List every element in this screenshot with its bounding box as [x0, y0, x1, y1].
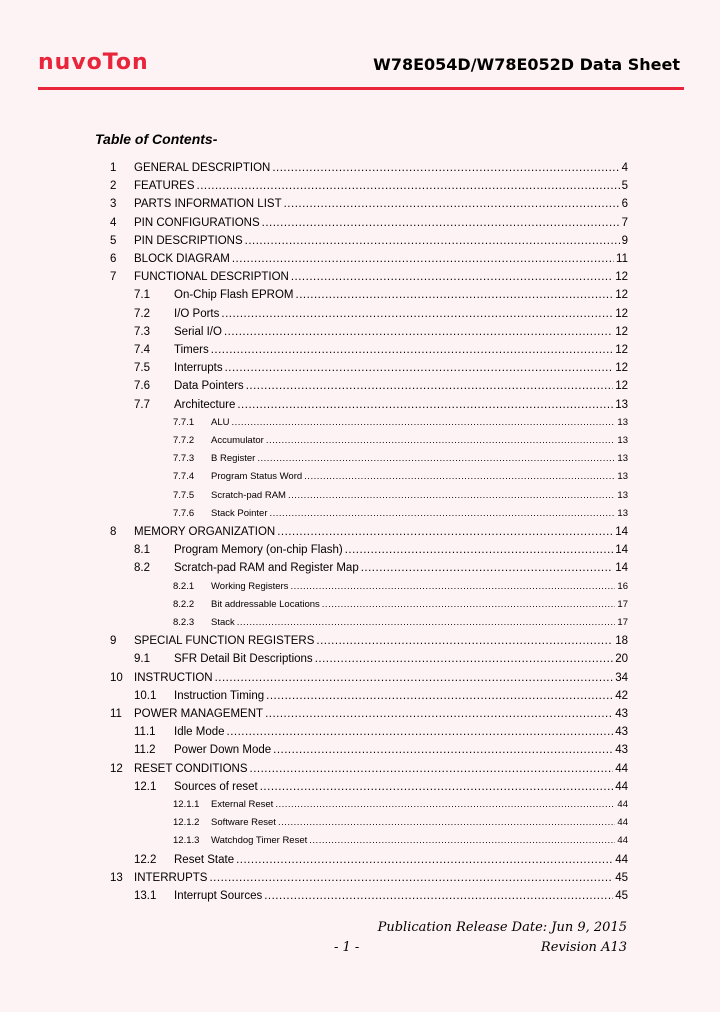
toc-entry-page: 11 — [616, 253, 628, 265]
toc-leader-dots — [245, 235, 620, 247]
toc-entry-page: 12 — [615, 362, 628, 375]
toc-entry-page: 13 — [617, 416, 628, 428]
publication-release-date: Publication Release Date: Jun 9, 2015 — [377, 920, 627, 935]
toc-entry-page: 17 — [617, 617, 628, 628]
toc-entry[interactable] — [110, 581, 628, 592]
toc-entry-label: PIN CONFIGURATIONS — [134, 216, 260, 229]
toc-entry[interactable] — [110, 872, 628, 884]
toc-entry[interactable] — [110, 198, 628, 210]
toc-leader-dots — [224, 326, 613, 338]
toc-leader-dots — [227, 726, 614, 738]
toc-entry-label: I/O Ports — [174, 307, 220, 320]
toc-entry-label: PARTS INFORMATION LIST — [134, 198, 282, 211]
toc-leader-dots — [284, 198, 620, 210]
toc-entry-page: 7 — [621, 216, 628, 229]
toc-entry-label: Reset State — [174, 853, 235, 866]
toc-entry-number: 7.6 — [134, 380, 150, 393]
toc-entry-number: 7.2 — [134, 307, 150, 320]
toc-entry-page: 45 — [615, 871, 628, 884]
toc-heading: Table of Contents- — [95, 131, 218, 147]
toc-leader-dots — [278, 817, 615, 828]
toc-leader-dots — [215, 672, 614, 684]
toc-leader-dots — [322, 599, 616, 610]
toc-entry-number: 13.1 — [134, 890, 157, 902]
toc-entry-number: 12 — [110, 762, 123, 775]
toc-entry-label: FUNCTIONAL DESCRIPTION — [134, 271, 289, 284]
toc-entry-number: 10 — [110, 671, 123, 684]
toc-entry-number: 12.2 — [134, 853, 157, 866]
toc-entry-label: Power Down Mode — [174, 744, 272, 757]
toc-entry-label: SPECIAL FUNCTION REGISTERS — [134, 635, 315, 648]
toc-entry-number: 8.2.1 — [173, 580, 195, 592]
toc-entry-number: 12.1 — [134, 780, 157, 793]
toc-entry-number: 7.7.4 — [173, 471, 195, 483]
toc-entry-label: SFR Detail Bit Descriptions — [174, 653, 313, 666]
toc-entry-number: 12.1.2 — [173, 817, 200, 829]
toc-entry-label: Accumulator — [211, 435, 264, 446]
toc-leader-dots — [237, 399, 613, 411]
toc-entry-label: FEATURES — [134, 180, 195, 193]
toc-entry[interactable] — [110, 344, 628, 356]
toc-entry-number: 8.2.3 — [173, 617, 195, 628]
toc-entry-number: 7.7.5 — [173, 489, 195, 501]
toc-entry-page: 12 — [615, 325, 628, 338]
toc-entry[interactable] — [110, 726, 628, 738]
toc-leader-dots — [246, 380, 614, 392]
toc-entry-label: Scratch-pad RAM — [211, 489, 286, 501]
toc-leader-dots — [197, 180, 620, 192]
toc-entry[interactable] — [110, 744, 628, 756]
toc-leader-dots — [304, 471, 615, 482]
toc-entry-label: Stack Pointer — [211, 507, 268, 519]
toc-entry-label: Stack — [211, 617, 235, 628]
toc-leader-dots — [275, 799, 615, 810]
toc-entry-page: 5 — [621, 180, 628, 193]
toc-entry-page: 12 — [615, 271, 628, 284]
toc-entry[interactable] — [110, 817, 628, 828]
toc-entry-number: 7.4 — [134, 344, 150, 356]
toc-entry[interactable] — [110, 708, 628, 720]
toc-entry-page: 44 — [615, 853, 628, 866]
toc-leader-dots — [288, 490, 615, 501]
toc-entry-label: Interrupt Sources — [174, 890, 263, 902]
toc-entry[interactable] — [110, 763, 628, 775]
toc-entry-number: 9.1 — [134, 653, 150, 666]
toc-entry-label: ALU — [211, 416, 230, 428]
toc-entry-number: 8.2.2 — [173, 598, 195, 610]
toc-entry[interactable] — [110, 526, 628, 538]
toc-entry-number: 7.7 — [134, 398, 150, 411]
revision-label: Revision A13 — [540, 940, 627, 955]
toc-entry[interactable] — [110, 690, 628, 702]
toc-entry-page: 9 — [621, 234, 628, 247]
toc-entry-page: 4 — [621, 162, 628, 174]
toc-entry-page: 12 — [615, 380, 628, 393]
toc-leader-dots — [257, 453, 615, 464]
toc-entry-label: Working Registers — [211, 580, 289, 592]
toc-entry-number: 9 — [110, 635, 117, 648]
toc-entry[interactable] — [110, 289, 628, 301]
toc-entry-page: 44 — [617, 817, 628, 829]
toc-entry-page: 13 — [617, 489, 628, 501]
toc-entry-number: 7.7.3 — [173, 453, 195, 465]
toc-entry-page: 45 — [615, 890, 628, 902]
toc-entry-page: 16 — [617, 580, 628, 592]
toc-entry-label: Interrupts — [174, 362, 223, 375]
toc-entry-label: External Reset — [211, 799, 274, 810]
toc-entry-label: GENERAL DESCRIPTION — [134, 162, 271, 174]
toc-entry-page: 43 — [615, 744, 628, 757]
toc-entry[interactable] — [110, 890, 628, 902]
toc-entry-label: Architecture — [174, 398, 236, 411]
toc-entry-label: INTERRUPTS — [134, 871, 208, 884]
toc-entry-number: 4 — [110, 216, 117, 229]
toc-entry-page: 13 — [617, 471, 628, 483]
toc-entry-label: Software Reset — [211, 817, 276, 829]
toc-entry-number: 7.3 — [134, 325, 150, 338]
toc-entry-page: 44 — [617, 799, 628, 810]
toc-entry-number: 12.1.1 — [173, 799, 200, 810]
toc-leader-dots — [315, 653, 614, 665]
toc-entry-page: 44 — [615, 762, 628, 775]
toc-entry[interactable] — [110, 271, 628, 283]
toc-entry[interactable] — [110, 453, 628, 464]
toc-entry[interactable] — [110, 217, 628, 229]
toc-entry-page: 14 — [615, 562, 628, 575]
toc-entry-number: 7.1 — [134, 289, 150, 302]
toc-entry-page: 18 — [615, 635, 628, 648]
toc-entry[interactable] — [110, 435, 628, 446]
toc-entry-page: 14 — [615, 526, 628, 538]
toc-leader-dots — [211, 344, 613, 356]
toc-entry-number: 8.1 — [134, 544, 150, 557]
toc-entry-number: 11.1 — [134, 726, 156, 739]
toc-leader-dots — [290, 581, 615, 592]
toc-entry[interactable] — [110, 544, 628, 556]
toc-leader-dots — [316, 635, 613, 647]
toc-entry-number: 7.7.6 — [173, 507, 195, 519]
toc-leader-dots — [266, 690, 613, 702]
toc-entry[interactable] — [110, 235, 628, 247]
toc-entry-label: Watchdog Timer Reset — [211, 835, 308, 847]
toc-leader-dots — [291, 271, 613, 283]
toc-entry-page: 13 — [615, 398, 628, 411]
toc-entry[interactable] — [110, 508, 628, 519]
toc-entry[interactable] — [110, 380, 628, 392]
toc-entry-page: 12 — [615, 344, 628, 356]
toc-entry-page: 44 — [615, 780, 628, 793]
toc-entry-number: 7.7.2 — [173, 435, 195, 446]
toc-entry-number: 7.7.1 — [173, 416, 195, 428]
toc-leader-dots — [309, 835, 615, 846]
toc-entry-number: 7 — [110, 271, 117, 284]
toc-leader-dots — [209, 872, 613, 884]
toc-entry[interactable] — [110, 599, 628, 610]
toc-entry-label: POWER MANAGEMENT — [134, 708, 264, 720]
toc-entry-label: PIN DESCRIPTIONS — [134, 234, 243, 247]
toc-entry-number: 13 — [110, 871, 123, 884]
toc-entry-label: MEMORY ORGANIZATION — [134, 526, 276, 538]
toc-entry-label: Idle Mode — [174, 726, 225, 739]
toc-entry[interactable] — [110, 781, 628, 793]
toc-entry-number: 10.1 — [134, 689, 157, 702]
toc-entry-label: Program Memory (on-chip Flash) — [174, 544, 343, 557]
toc-entry-page: 42 — [615, 689, 628, 702]
toc-entry[interactable] — [110, 399, 628, 411]
toc-leader-dots — [250, 763, 614, 775]
toc-leader-dots — [232, 253, 614, 265]
toc-entry-label: Sources of reset — [174, 780, 258, 793]
toc-leader-dots — [260, 781, 613, 793]
toc-entry-label: Instruction Timing — [174, 689, 265, 702]
toc-entry-number: 6 — [110, 253, 117, 265]
toc-entry[interactable] — [110, 253, 628, 265]
toc-leader-dots — [296, 289, 614, 301]
toc-entry-page: 20 — [615, 653, 628, 666]
toc-entry-number: 8 — [110, 526, 117, 538]
toc-leader-dots — [236, 854, 613, 866]
toc-leader-dots — [265, 708, 613, 720]
toc-entry-label: Bit addressable Locations — [211, 598, 320, 610]
page-number: - 1 - — [334, 940, 360, 955]
toc-leader-dots — [270, 508, 616, 519]
toc-leader-dots — [221, 308, 613, 320]
toc-entry-page: 13 — [617, 507, 628, 519]
toc-entry[interactable] — [110, 162, 628, 174]
toc-leader-dots — [273, 744, 613, 756]
toc-entry-page: 17 — [617, 598, 628, 610]
toc-entry-label: RESET CONDITIONS — [134, 762, 248, 775]
toc-entry-label: Timers — [174, 344, 209, 356]
toc-entry[interactable] — [110, 490, 628, 501]
toc-entry-number: 11 — [110, 708, 122, 720]
toc-entry-label: Data Pointers — [174, 380, 244, 393]
toc-entry-number: 11.2 — [134, 744, 156, 757]
toc-entry-number: 3 — [110, 198, 117, 211]
toc-entry-label: Scratch-pad RAM and Register Map — [174, 562, 359, 575]
toc-leader-dots — [272, 162, 619, 174]
toc-leader-dots — [264, 890, 613, 902]
toc-entry-page: 13 — [617, 453, 628, 465]
header-rule — [38, 87, 684, 90]
toc-entry[interactable] — [110, 562, 628, 574]
toc-entry-label: B Register — [211, 453, 256, 465]
toc-leader-dots — [266, 435, 616, 446]
toc-entry-page: 6 — [621, 198, 628, 211]
toc-entry-page: 43 — [615, 726, 628, 739]
toc-leader-dots — [277, 526, 613, 538]
toc-leader-dots — [345, 544, 613, 556]
toc-entry[interactable] — [110, 854, 628, 866]
toc-entry[interactable] — [110, 308, 628, 320]
toc-entry[interactable] — [110, 362, 628, 374]
toc-entry-page: 44 — [617, 835, 628, 847]
toc-entry-number: 8.2 — [134, 562, 150, 575]
toc-entry[interactable] — [110, 326, 628, 338]
document-title: W78E054D/W78E052D Data Sheet — [373, 55, 680, 74]
toc-entry-label: BLOCK DIAGRAM — [134, 253, 230, 265]
toc-entry-page: 13 — [617, 435, 628, 446]
toc-leader-dots — [361, 562, 613, 574]
toc-entry-label: INSTRUCTION — [134, 671, 213, 684]
toc-entry[interactable] — [110, 417, 628, 428]
toc-leader-dots — [225, 362, 614, 374]
toc-entry-page: 12 — [615, 289, 628, 302]
toc-entry-page: 14 — [615, 544, 628, 557]
toc-entry-number: 12.1.3 — [173, 835, 200, 847]
toc-entry-page: 12 — [615, 307, 628, 320]
toc-entry-label: Serial I/O — [174, 325, 222, 338]
toc-entry[interactable] — [110, 471, 628, 482]
toc-entry[interactable] — [110, 180, 628, 192]
toc-entry[interactable] — [110, 799, 628, 810]
toc-leader-dots — [237, 617, 616, 628]
nuvoton-logo: nuvoTon — [38, 50, 149, 75]
toc-leader-dots — [231, 417, 615, 428]
toc-entry[interactable] — [110, 653, 628, 665]
toc-entry-page: 34 — [615, 671, 628, 684]
toc-entry-page: 43 — [615, 708, 628, 720]
toc-entry[interactable] — [110, 672, 628, 684]
toc-entry-number: 5 — [110, 234, 117, 247]
toc-entry-number: 2 — [110, 180, 117, 193]
toc-entry-number: 1 — [110, 162, 117, 174]
toc-entry[interactable] — [110, 835, 628, 846]
toc-entry[interactable] — [110, 617, 628, 628]
toc-entry-label: On-Chip Flash EPROM — [174, 289, 294, 302]
toc-entry[interactable] — [110, 635, 628, 647]
toc-entry-number: 7.5 — [134, 362, 150, 375]
toc-entry-label: Program Status Word — [211, 471, 303, 483]
toc-leader-dots — [262, 217, 620, 229]
